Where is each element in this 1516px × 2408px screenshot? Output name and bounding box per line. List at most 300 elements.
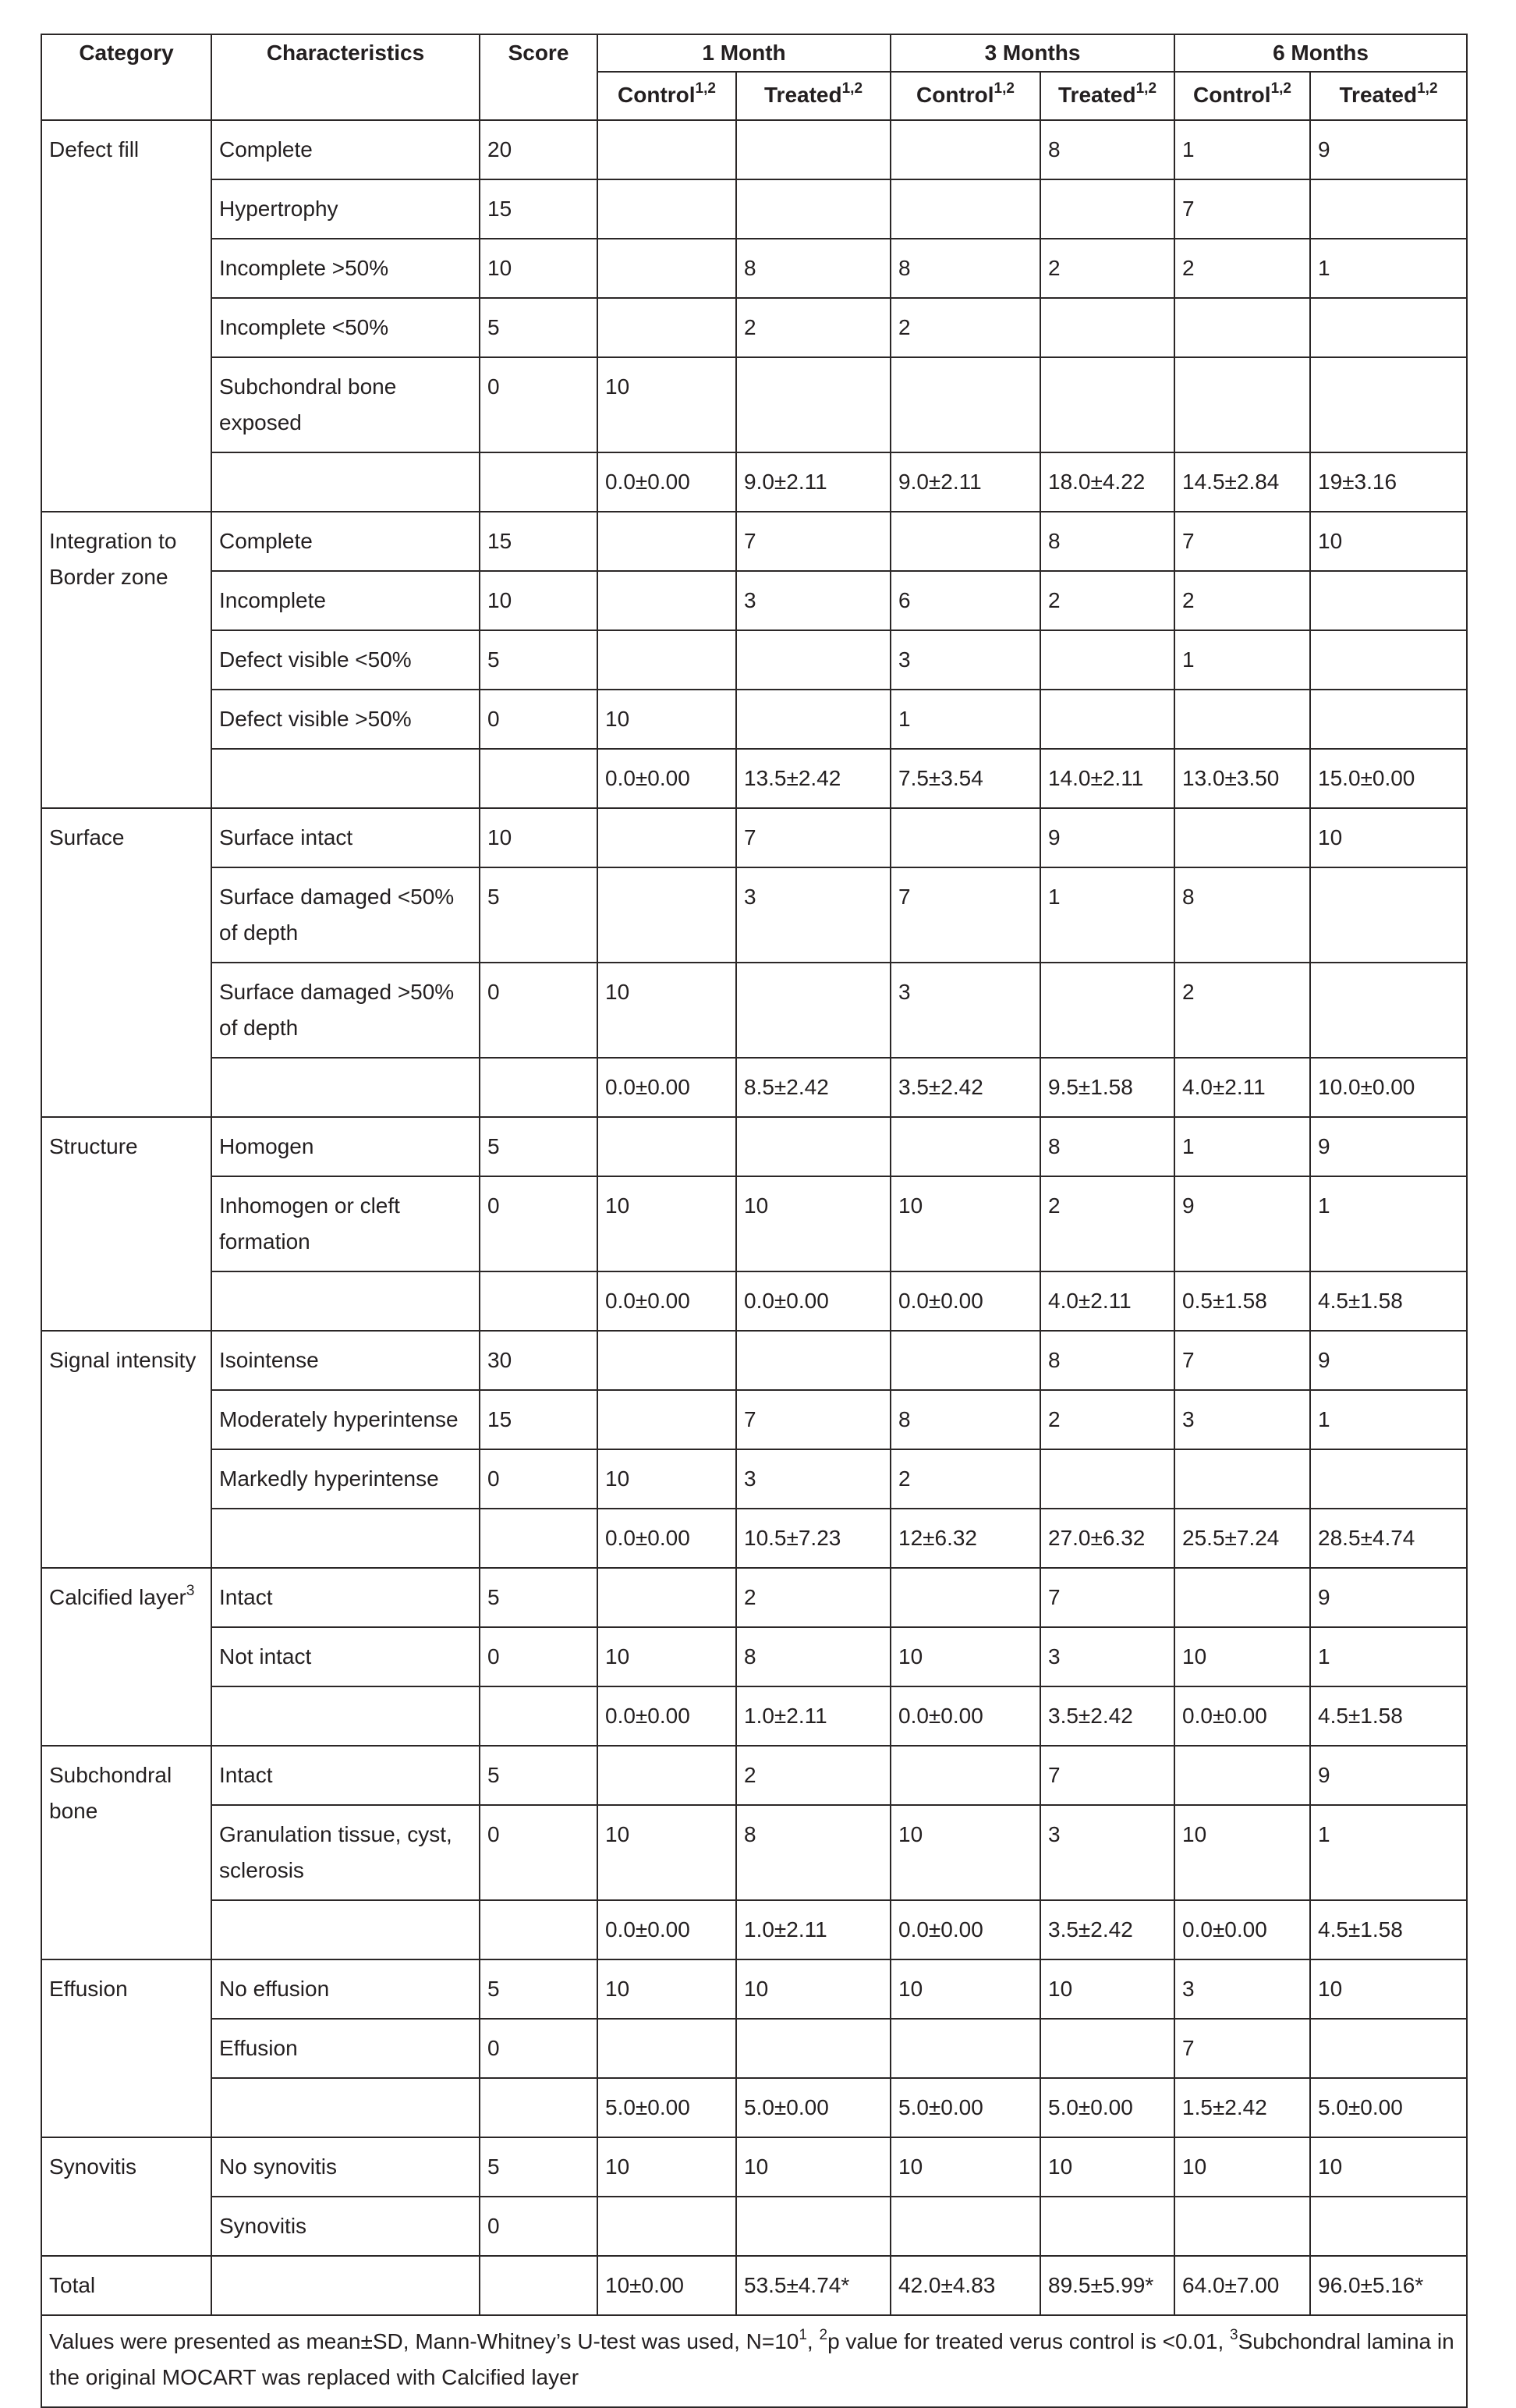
count-cell	[1310, 179, 1467, 239]
count-cell	[736, 630, 891, 690]
score-cell: 5	[480, 867, 597, 963]
count-cell: 8	[1040, 120, 1174, 179]
count-cell	[597, 2019, 736, 2078]
count-cell: 7	[736, 512, 891, 571]
score-cell: 5	[480, 1568, 597, 1627]
summary-row	[41, 749, 1467, 808]
count-cell	[1174, 690, 1310, 749]
table-row	[41, 1805, 1467, 1900]
empty-cell	[480, 1686, 597, 1746]
total-value-cell: 10±0.00	[597, 2256, 736, 2315]
group-label: Treated	[1339, 83, 1418, 107]
characteristic-cell: Defect visible >50%	[211, 690, 480, 749]
count-cell	[891, 1117, 1040, 1176]
table-footnote	[41, 2315, 1467, 2407]
score-cell: 5	[480, 1746, 597, 1805]
total-value-cell: 89.5±5.99*	[1040, 2256, 1174, 2315]
characteristic-cell: Isointense	[211, 1331, 480, 1390]
category-label: Effusion	[49, 1977, 128, 2001]
mean-sd-cell: 14.5±2.84	[1174, 452, 1310, 512]
characteristic-cell: Not intact	[211, 1627, 480, 1686]
characteristic-cell: Subchondral bone exposed	[211, 357, 480, 452]
summary-row	[41, 1058, 1467, 1117]
table-row	[41, 690, 1467, 749]
count-cell	[1174, 298, 1310, 357]
count-cell: 10	[1310, 1959, 1467, 2019]
count-cell	[891, 179, 1040, 239]
mean-sd-cell: 0.0±0.00	[597, 1058, 736, 1117]
count-cell: 10	[1040, 2137, 1174, 2197]
table-row	[41, 2197, 1467, 2256]
mean-sd-cell: 28.5±4.74	[1310, 1509, 1467, 1568]
count-cell: 8	[891, 239, 1040, 298]
footnote-marker: 2	[819, 2326, 828, 2343]
summary-row	[41, 2078, 1467, 2137]
count-cell: 9	[1174, 1176, 1310, 1271]
mean-sd-cell: 7.5±3.54	[891, 749, 1040, 808]
count-cell: 10	[597, 1805, 736, 1900]
count-cell: 10	[736, 1176, 891, 1271]
count-cell: 2	[736, 1568, 891, 1627]
count-cell: 2	[1040, 1176, 1174, 1271]
group-label: Treated	[1057, 83, 1136, 107]
count-cell	[1040, 690, 1174, 749]
table-row	[41, 1390, 1467, 1449]
count-cell: 3	[736, 1449, 891, 1509]
count-cell	[891, 1746, 1040, 1805]
mean-sd-cell: 4.5±1.58	[1310, 1686, 1467, 1746]
count-cell	[597, 512, 736, 571]
count-cell: 10	[891, 2137, 1040, 2197]
empty-cell	[211, 1509, 480, 1568]
count-cell: 10	[597, 690, 736, 749]
mean-sd-cell: 8.5±2.42	[736, 1058, 891, 1117]
count-cell	[736, 1117, 891, 1176]
group-footnote-marker: 1,2	[994, 80, 1015, 97]
empty-cell	[480, 452, 597, 512]
count-cell	[1310, 630, 1467, 690]
footnote-marker: 3	[1230, 2326, 1238, 2343]
count-cell: 9	[1310, 1568, 1467, 1627]
header-group-control	[1174, 72, 1310, 120]
mean-sd-cell: 0.0±0.00	[1174, 1900, 1310, 1959]
footnote-text: Values were presented as mean±SD, Mann-Whitney’s U-test was used, N=10	[49, 2329, 799, 2353]
characteristic-cell: Complete	[211, 512, 480, 571]
count-cell: 8	[736, 1805, 891, 1900]
count-cell	[1174, 808, 1310, 867]
mean-sd-cell: 1.5±2.42	[1174, 2078, 1310, 2137]
empty-cell	[211, 1271, 480, 1331]
header-characteristics: Characteristics	[211, 34, 480, 120]
mean-sd-cell: 25.5±7.24	[1174, 1509, 1310, 1568]
count-cell: 10	[891, 1627, 1040, 1686]
mean-sd-cell: 4.5±1.58	[1310, 1900, 1467, 1959]
count-cell: 10	[1310, 2137, 1467, 2197]
mean-sd-cell: 3.5±2.42	[1040, 1900, 1174, 1959]
count-cell	[1040, 630, 1174, 690]
count-cell	[736, 357, 891, 452]
mean-sd-cell: 0.0±0.00	[597, 1686, 736, 1746]
count-cell	[1174, 1568, 1310, 1627]
group-footnote-marker: 1,2	[1417, 80, 1438, 97]
count-cell: 10	[1174, 2137, 1310, 2197]
characteristic-cell: Hypertrophy	[211, 179, 480, 239]
count-cell: 7	[1174, 1331, 1310, 1390]
count-cell	[891, 808, 1040, 867]
count-cell	[1310, 571, 1467, 630]
table-row	[41, 1117, 1467, 1176]
table-row	[41, 1331, 1467, 1390]
category-label: Subchondral bone	[49, 1763, 172, 1823]
count-cell	[1310, 963, 1467, 1058]
count-cell: 7	[1040, 1746, 1174, 1805]
count-cell	[736, 120, 891, 179]
count-cell: 10	[597, 1449, 736, 1509]
count-cell: 10	[891, 1805, 1040, 1900]
count-cell: 10	[1310, 512, 1467, 571]
mean-sd-cell: 0.0±0.00	[597, 452, 736, 512]
total-value-cell: 64.0±7.00	[1174, 2256, 1310, 2315]
count-cell	[1310, 2019, 1467, 2078]
footnote-row	[41, 2315, 1467, 2407]
count-cell: 7	[1040, 1568, 1174, 1627]
table-row	[41, 630, 1467, 690]
mean-sd-cell: 0.0±0.00	[597, 1509, 736, 1568]
count-cell: 2	[891, 298, 1040, 357]
count-cell	[1310, 867, 1467, 963]
characteristic-cell: Effusion	[211, 2019, 480, 2078]
count-cell: 1	[1174, 1117, 1310, 1176]
category-footnote-marker: 3	[186, 1582, 195, 1599]
count-cell: 7	[736, 1390, 891, 1449]
count-cell	[1310, 690, 1467, 749]
score-cell: 15	[480, 1390, 597, 1449]
characteristic-cell: Incomplete	[211, 571, 480, 630]
footnote-text: ,	[806, 2329, 820, 2353]
footnote-text: Subchondral lamina in the original MOCART was replaced with Calcified layer	[49, 2329, 1454, 2389]
score-cell: 0	[480, 1449, 597, 1509]
count-cell	[1040, 963, 1174, 1058]
mean-sd-cell: 3.5±2.42	[891, 1058, 1040, 1117]
table-row	[41, 512, 1467, 571]
score-cell: 15	[480, 512, 597, 571]
score-cell: 0	[480, 2197, 597, 2256]
table-row	[41, 239, 1467, 298]
mean-sd-cell: 27.0±6.32	[1040, 1509, 1174, 1568]
count-cell	[597, 1390, 736, 1449]
table-row	[41, 867, 1467, 963]
count-cell: 1	[1310, 1390, 1467, 1449]
count-cell: 2	[736, 1746, 891, 1805]
table-row	[41, 1746, 1467, 1805]
mean-sd-cell: 1.0±2.11	[736, 1686, 891, 1746]
category-cell	[41, 512, 211, 808]
count-cell	[736, 1331, 891, 1390]
count-cell: 8	[1040, 512, 1174, 571]
count-cell	[1040, 298, 1174, 357]
summary-row	[41, 1900, 1467, 1959]
count-cell	[1310, 357, 1467, 452]
count-cell: 2	[1174, 571, 1310, 630]
count-cell	[891, 357, 1040, 452]
total-label: Total	[41, 2256, 211, 2315]
group-footnote-marker: 1,2	[1270, 80, 1291, 97]
table-row	[41, 808, 1467, 867]
table-row	[41, 120, 1467, 179]
count-cell	[1040, 179, 1174, 239]
empty-cell	[480, 1058, 597, 1117]
category-cell	[41, 808, 211, 1117]
count-cell: 7	[1174, 512, 1310, 571]
count-cell	[1310, 2197, 1467, 2256]
score-cell: 5	[480, 1117, 597, 1176]
count-cell	[736, 2197, 891, 2256]
mean-sd-cell: 4.0±2.11	[1040, 1271, 1174, 1331]
count-cell	[597, 298, 736, 357]
category-label: Integration to Border zone	[49, 529, 177, 589]
footnote-marker: 1	[799, 2326, 807, 2343]
count-cell	[1310, 1449, 1467, 1509]
count-cell	[597, 239, 736, 298]
characteristic-cell: Intact	[211, 1746, 480, 1805]
category-cell	[41, 1117, 211, 1331]
category-cell	[41, 1331, 211, 1568]
count-cell: 7	[1174, 2019, 1310, 2078]
category-cell	[41, 120, 211, 512]
characteristic-cell: Surface intact	[211, 808, 480, 867]
score-cell: 5	[480, 298, 597, 357]
category-label: Surface	[49, 825, 125, 849]
mean-sd-cell: 18.0±4.22	[1040, 452, 1174, 512]
count-cell	[1040, 357, 1174, 452]
count-cell	[597, 1117, 736, 1176]
mean-sd-cell: 10.5±7.23	[736, 1509, 891, 1568]
empty-cell	[480, 749, 597, 808]
mean-sd-cell: 13.5±2.42	[736, 749, 891, 808]
table-row	[41, 1959, 1467, 2019]
count-cell: 2	[1174, 963, 1310, 1058]
count-cell: 1	[1174, 630, 1310, 690]
count-cell	[597, 1746, 736, 1805]
mean-sd-cell: 3.5±2.42	[1040, 1686, 1174, 1746]
characteristic-cell: Defect visible <50%	[211, 630, 480, 690]
count-cell: 8	[891, 1390, 1040, 1449]
group-label: Control	[916, 83, 994, 107]
mean-sd-cell: 0.0±0.00	[597, 749, 736, 808]
mean-sd-cell: 5.0±0.00	[597, 2078, 736, 2137]
mean-sd-cell: 9.0±2.11	[891, 452, 1040, 512]
characteristic-cell: Markedly hyperintense	[211, 1449, 480, 1509]
mean-sd-cell: 4.5±1.58	[1310, 1271, 1467, 1331]
empty-cell	[480, 2078, 597, 2137]
count-cell: 6	[891, 571, 1040, 630]
characteristic-cell: Surface damaged >50% of depth	[211, 963, 480, 1058]
mean-sd-cell: 0.0±0.00	[891, 1900, 1040, 1959]
header-group-treated	[736, 72, 891, 120]
mean-sd-cell: 0.0±0.00	[891, 1686, 1040, 1746]
mean-sd-cell: 9.0±2.11	[736, 452, 891, 512]
table-row	[41, 179, 1467, 239]
characteristic-cell: Intact	[211, 1568, 480, 1627]
mean-sd-cell: 0.0±0.00	[736, 1271, 891, 1331]
count-cell: 10	[1174, 1805, 1310, 1900]
mean-sd-cell: 14.0±2.11	[1040, 749, 1174, 808]
count-cell: 10	[597, 1176, 736, 1271]
count-cell: 3	[1040, 1627, 1174, 1686]
score-cell: 5	[480, 1959, 597, 2019]
empty-cell	[480, 1509, 597, 1568]
count-cell: 7	[891, 867, 1040, 963]
count-cell: 8	[736, 1627, 891, 1686]
count-cell: 3	[1040, 1805, 1174, 1900]
header-6-months: 6 Months	[1174, 34, 1467, 72]
count-cell	[891, 1568, 1040, 1627]
score-cell: 10	[480, 571, 597, 630]
mean-sd-cell: 15.0±0.00	[1310, 749, 1467, 808]
count-cell: 10	[597, 2137, 736, 2197]
score-cell: 10	[480, 239, 597, 298]
empty-cell	[211, 1686, 480, 1746]
count-cell: 10	[736, 2137, 891, 2197]
count-cell: 3	[736, 867, 891, 963]
score-cell: 5	[480, 630, 597, 690]
count-cell	[1174, 2197, 1310, 2256]
empty-cell	[480, 1271, 597, 1331]
count-cell: 10	[597, 1959, 736, 2019]
group-footnote-marker: 1,2	[1135, 80, 1157, 97]
count-cell: 2	[1040, 571, 1174, 630]
mocart-score-table	[41, 34, 1468, 2408]
count-cell: 3	[1174, 1390, 1310, 1449]
count-cell	[1040, 2197, 1174, 2256]
count-cell	[1310, 298, 1467, 357]
count-cell: 10	[597, 357, 736, 452]
category-cell	[41, 1746, 211, 1959]
characteristic-cell: Inhomogen or cleft formation	[211, 1176, 480, 1271]
empty-cell	[211, 452, 480, 512]
table-row	[41, 1449, 1467, 1509]
count-cell: 10	[597, 1627, 736, 1686]
header-group-control	[891, 72, 1040, 120]
count-cell	[1040, 1449, 1174, 1509]
empty-cell	[480, 1900, 597, 1959]
summary-row	[41, 1271, 1467, 1331]
count-cell	[1040, 2019, 1174, 2078]
count-cell: 10	[597, 963, 736, 1058]
count-cell	[736, 179, 891, 239]
mean-sd-cell: 19±3.16	[1310, 452, 1467, 512]
summary-row	[41, 452, 1467, 512]
score-cell: 0	[480, 1805, 597, 1900]
table-row	[41, 298, 1467, 357]
count-cell	[1174, 1746, 1310, 1805]
score-cell: 0	[480, 357, 597, 452]
header-3-months: 3 Months	[891, 34, 1174, 72]
count-cell: 2	[1040, 239, 1174, 298]
count-cell: 10	[1174, 1627, 1310, 1686]
score-cell: 0	[480, 963, 597, 1058]
category-cell	[41, 2137, 211, 2256]
count-cell: 8	[736, 239, 891, 298]
count-cell: 1	[891, 690, 1040, 749]
score-cell: 0	[480, 2019, 597, 2078]
count-cell: 9	[1310, 1331, 1467, 1390]
count-cell	[597, 120, 736, 179]
count-cell: 1	[1310, 1627, 1467, 1686]
count-cell	[597, 867, 736, 963]
characteristic-cell: Incomplete >50%	[211, 239, 480, 298]
characteristic-cell: Surface damaged <50% of depth	[211, 867, 480, 963]
count-cell: 10	[736, 1959, 891, 2019]
table-row	[41, 2019, 1467, 2078]
count-cell: 1	[1310, 239, 1467, 298]
header-score: Score	[480, 34, 597, 120]
count-cell	[597, 1331, 736, 1390]
count-cell: 1	[1040, 867, 1174, 963]
count-cell: 9	[1310, 1117, 1467, 1176]
empty-cell	[211, 2256, 480, 2315]
total-value-cell: 96.0±5.16*	[1310, 2256, 1467, 2315]
score-cell: 20	[480, 120, 597, 179]
score-cell: 15	[480, 179, 597, 239]
count-cell	[736, 963, 891, 1058]
category-label: Defect fill	[49, 137, 140, 161]
count-cell: 8	[1040, 1117, 1174, 1176]
count-cell	[891, 2019, 1040, 2078]
table-row	[41, 1568, 1467, 1627]
category-cell	[41, 1568, 211, 1746]
count-cell	[597, 2197, 736, 2256]
count-cell	[891, 1331, 1040, 1390]
count-cell: 8	[1040, 1331, 1174, 1390]
table-row	[41, 2137, 1467, 2197]
mean-sd-cell: 0.0±0.00	[597, 1900, 736, 1959]
characteristic-cell: Moderately hyperintense	[211, 1390, 480, 1449]
count-cell	[891, 2197, 1040, 2256]
total-value-cell: 53.5±4.74*	[736, 2256, 891, 2315]
group-footnote-marker: 1,2	[695, 80, 716, 97]
count-cell	[597, 808, 736, 867]
characteristic-cell: No effusion	[211, 1959, 480, 2019]
score-cell: 0	[480, 1627, 597, 1686]
characteristic-cell: No synovitis	[211, 2137, 480, 2197]
table-row	[41, 571, 1467, 630]
summary-row	[41, 1509, 1467, 1568]
count-cell	[597, 1568, 736, 1627]
count-cell: 9	[1310, 120, 1467, 179]
score-cell: 30	[480, 1331, 597, 1390]
count-cell: 3	[891, 630, 1040, 690]
count-cell: 3	[736, 571, 891, 630]
mean-sd-cell: 0.0±0.00	[1174, 1686, 1310, 1746]
count-cell: 2	[1174, 239, 1310, 298]
count-cell: 7	[1174, 179, 1310, 239]
table-row	[41, 1176, 1467, 1271]
characteristic-cell: Granulation tissue, cyst, sclerosis	[211, 1805, 480, 1900]
mean-sd-cell: 12±6.32	[891, 1509, 1040, 1568]
total-value-cell: 42.0±4.83	[891, 2256, 1040, 2315]
count-cell: 10	[1040, 1959, 1174, 2019]
empty-cell	[211, 2078, 480, 2137]
empty-cell	[480, 2256, 597, 2315]
category-label: Calcified layer	[49, 1585, 186, 1609]
group-label: Control	[618, 83, 696, 107]
category-label: Signal intensity	[49, 1348, 197, 1372]
score-cell: 10	[480, 808, 597, 867]
count-cell: 8	[1174, 867, 1310, 963]
count-cell	[597, 179, 736, 239]
group-label: Treated	[763, 83, 842, 107]
